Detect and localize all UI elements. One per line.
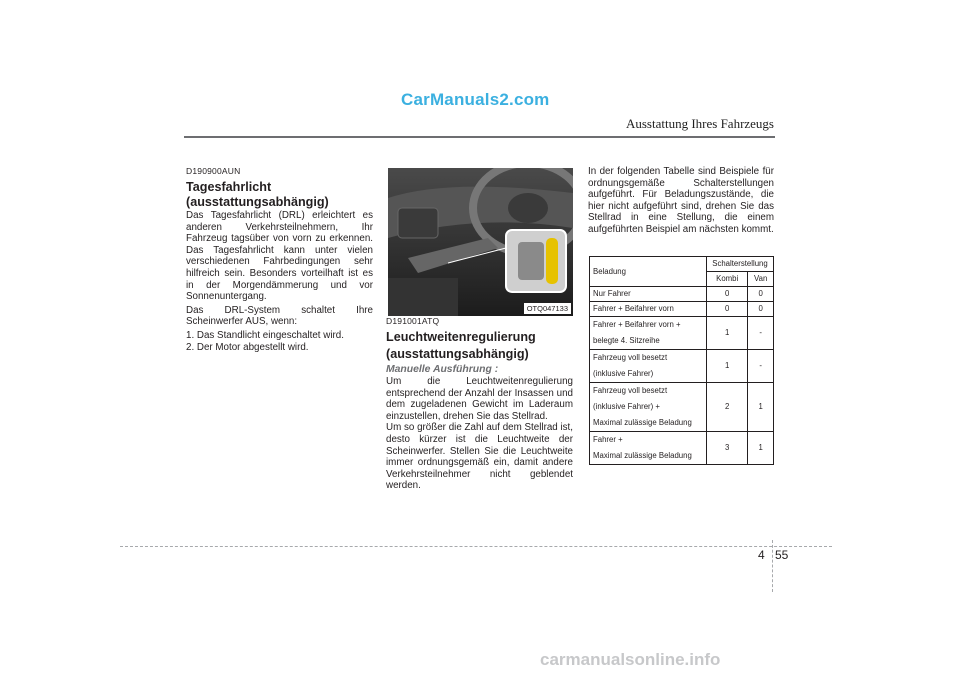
table-row	[590, 432, 774, 465]
van-cell: 1	[748, 383, 774, 432]
table-intro: In der folgenden Tabelle sind Beispiele für ordnungsgemäße Schalterstellungen aufgeführt. Für Beladungszustände, die hier nicht aufgeführt sind, drehen Sie das Stellrad in eine Stellung, die einem aufgeführten Beispiel am nächsten kommt.	[588, 166, 774, 235]
cell-line: Fahrer + Beifahrer vorn +	[593, 320, 681, 329]
table-header-row	[590, 257, 774, 272]
header-switch: Schalterstellung	[707, 257, 774, 272]
list-item: 2. Der Motor abgestellt wird.	[186, 341, 309, 353]
load-cell	[590, 317, 707, 350]
kombi-cell: 0	[707, 287, 748, 302]
heading-line: Leuchtweitenregulierung	[386, 330, 536, 344]
load-cell	[590, 350, 707, 383]
kombi-cell: 2	[707, 383, 748, 432]
dashboard-illustration	[388, 168, 573, 316]
section-heading	[386, 329, 573, 363]
paragraph: Das DRL-System schaltet Ihre Scheinwerfer AUS, wenn:	[186, 304, 373, 328]
table-row	[590, 302, 774, 317]
van-cell: 1	[748, 432, 774, 465]
cell-line: (inklusive Fahrer)	[593, 369, 654, 378]
dashboard-photo	[388, 168, 573, 316]
kombi-cell: 1	[707, 317, 748, 350]
load-cell	[590, 287, 707, 302]
table-row	[590, 383, 774, 432]
heading-line: (ausstattungsabhängig)	[186, 195, 329, 209]
kombi-cell: 1	[707, 350, 748, 383]
load-cell	[590, 383, 707, 432]
footer-divider	[772, 540, 773, 592]
watermark-bottom: carmanualsonline.info	[540, 650, 721, 669]
kombi-cell: 0	[707, 302, 748, 317]
header-load: Beladung	[590, 257, 707, 287]
section-code: D191001ATQ	[386, 316, 440, 326]
section-body	[386, 376, 573, 492]
chapter-number: 4	[758, 548, 765, 562]
footer-rule	[120, 546, 832, 547]
cell-line: Nur Fahrer	[593, 289, 631, 298]
section-code: D190900AUN	[186, 166, 241, 176]
header-kombi: Kombi	[707, 272, 748, 287]
section-heading	[186, 180, 373, 210]
cell-line: Fahrer +	[593, 435, 623, 444]
cell-line: Maximal zulässige Beladung	[593, 451, 692, 460]
cell-line: belegte 4. Sitzreihe	[593, 336, 660, 345]
list-item: 1. Das Standlicht eingeschaltet wird.	[186, 329, 344, 341]
paragraph: Das Tagesfahrlicht (DRL) erleichtert es anderen Verkehrsteilnehmern, Ihr Fahrzeug tagsüber von vorn zu erkennen. Das Tagesfahrlicht kann unter vielen verschiedenen Fahrbedingungen sehr hilfreich sein. Besonders vorteilhaft ist es in der Morgendämmerung und vor Sonnenuntergang.	[186, 210, 373, 303]
page-number-value: 55	[775, 548, 789, 562]
watermark-top: CarManuals2.com	[401, 90, 550, 109]
kombi-cell: 3	[707, 432, 748, 465]
subheading: Manuelle Ausführung :	[386, 364, 499, 375]
load-cell	[590, 432, 707, 465]
table-row	[590, 350, 774, 383]
cell-line: Fahrzeug voll besetzt	[593, 353, 668, 362]
paragraph: Um die Leuchtweitenregulierung entsprechend der Anzahl der Insassen und dem zugeladenen Gewicht im Laderaum einzustellen, drehen Sie das Stellrad.	[386, 376, 573, 422]
van-cell: -	[748, 350, 774, 383]
heading-line: Tagesfahrlicht	[186, 180, 272, 194]
section-body	[186, 210, 373, 353]
paragraph: Um so größer die Zahl auf dem Stellrad ist, desto kürzer ist die Leuchtweite der Scheinwerfer. Stellen Sie die Leuchtweite immer ordnungsgemäß ein, damit andere Verkehrsteilnehmer nicht geblendet werden.	[386, 422, 573, 492]
van-cell: 0	[748, 302, 774, 317]
section-headlight-leveling	[386, 316, 573, 492]
table-row	[590, 287, 774, 302]
cell-line: Fahrzeug voll besetzt	[593, 386, 668, 395]
running-header: Ausstattung Ihres Fahrzeugs	[625, 116, 774, 131]
cell-line: Fahrer + Beifahrer vorn	[593, 304, 674, 313]
van-cell: -	[748, 317, 774, 350]
cell-line: Maximal zulässige Beladung	[593, 418, 692, 427]
header-rule	[184, 136, 775, 138]
cell-line: (inklusive Fahrer) +	[593, 402, 660, 411]
load-cell	[590, 302, 707, 317]
photo-caption: OTQ047133	[524, 303, 571, 314]
load-table	[589, 256, 774, 465]
table-row	[590, 317, 774, 350]
header-van: Van	[748, 272, 774, 287]
van-cell: 0	[748, 287, 774, 302]
heading-line: (ausstattungsabhängig)	[386, 347, 529, 361]
section-daytime-running-lights	[186, 166, 373, 353]
